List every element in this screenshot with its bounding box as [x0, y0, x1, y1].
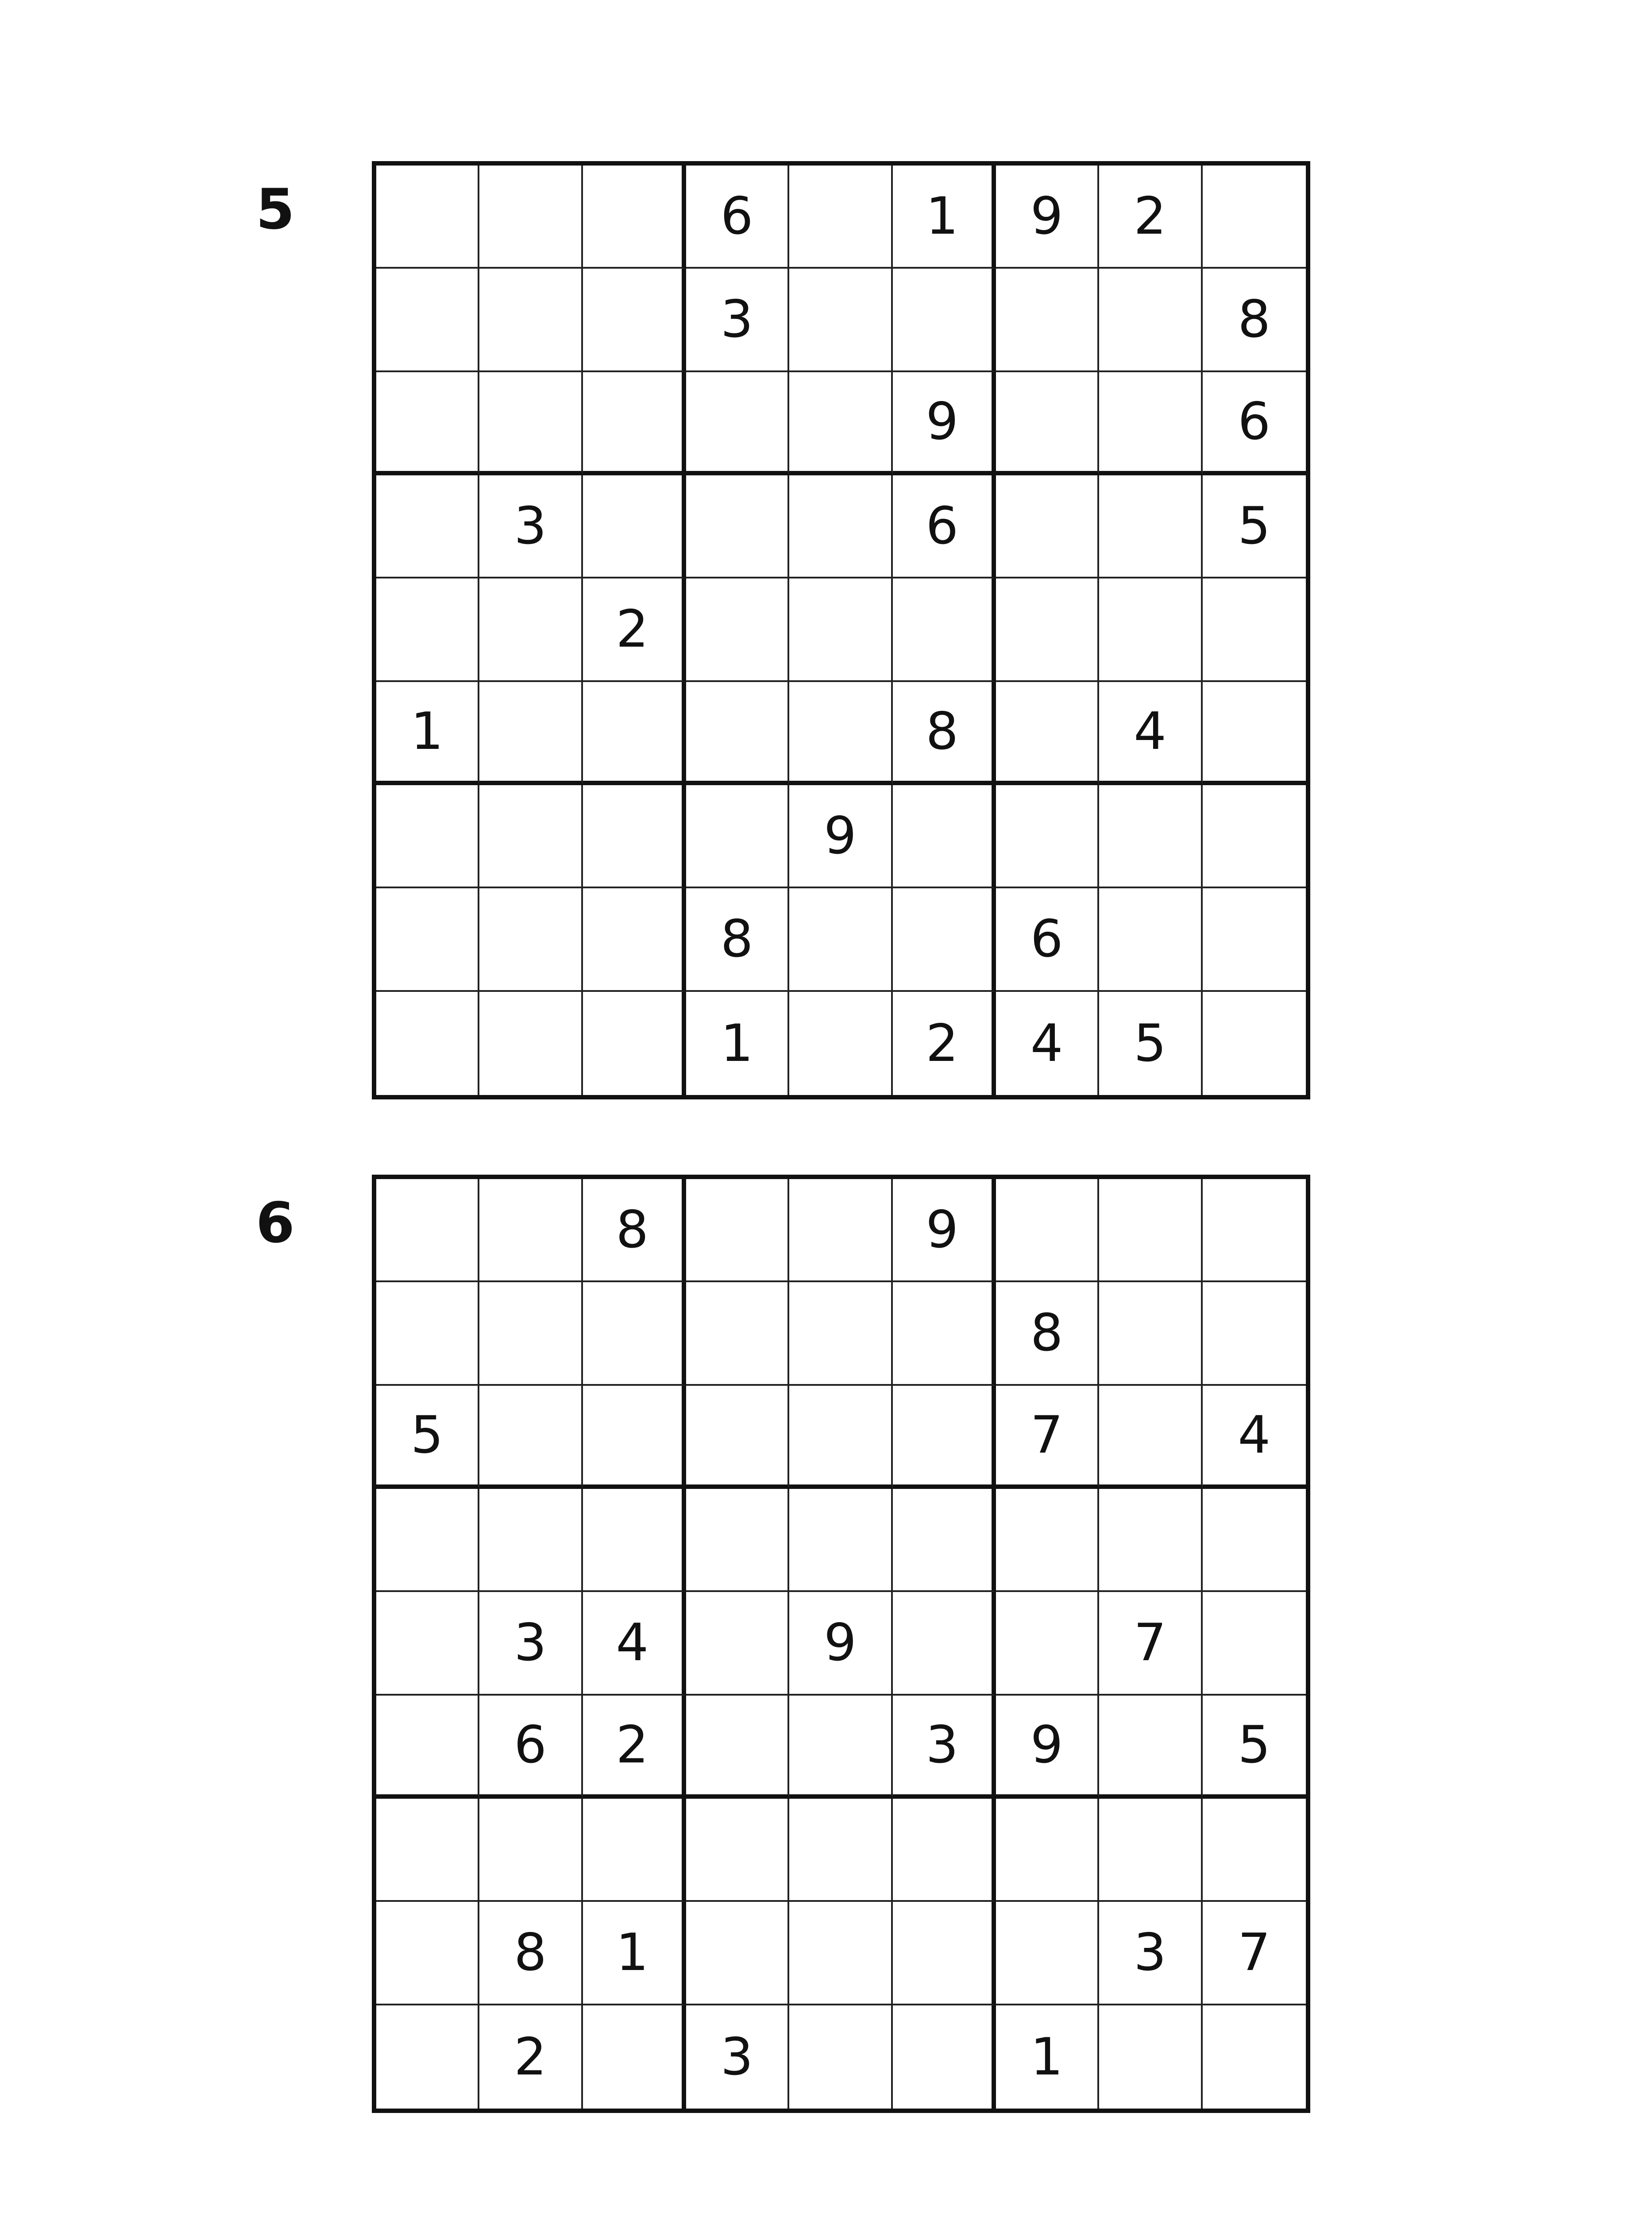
- sudoku-empty-cell[interactable]: [789, 1902, 892, 2005]
- sudoku-given-cell: 7: [996, 1386, 1099, 1489]
- sudoku-given-cell: 6: [686, 166, 789, 269]
- sudoku-empty-cell[interactable]: [686, 1179, 789, 1282]
- sudoku-empty-cell[interactable]: [893, 1799, 996, 1902]
- sudoku-empty-cell[interactable]: [583, 1386, 686, 1489]
- sudoku-given-cell: 8: [996, 1282, 1099, 1385]
- sudoku-given-cell: 2: [1099, 166, 1202, 269]
- sudoku-empty-cell[interactable]: [789, 2005, 892, 2109]
- sudoku-empty-cell[interactable]: [1203, 992, 1306, 1095]
- sudoku-given-cell: 3: [686, 269, 789, 372]
- sudoku-empty-cell[interactable]: [376, 1592, 479, 1695]
- sudoku-empty-cell[interactable]: [996, 1592, 1099, 1695]
- sudoku-empty-cell[interactable]: [376, 1799, 479, 1902]
- sudoku-empty-cell[interactable]: [1099, 1799, 1202, 1902]
- sudoku-given-cell: 2: [583, 1696, 686, 1799]
- sudoku-given-cell: 8: [1203, 269, 1306, 372]
- sudoku-empty-cell[interactable]: [583, 1799, 686, 1902]
- puzzle-number: 6: [256, 1190, 295, 1255]
- sudoku-empty-cell[interactable]: [1203, 1489, 1306, 1592]
- sudoku-empty-cell[interactable]: [893, 1282, 996, 1385]
- sudoku-given-cell: 4: [1203, 1386, 1306, 1489]
- sudoku-empty-cell[interactable]: [376, 1282, 479, 1385]
- sudoku-empty-cell[interactable]: [686, 1282, 789, 1385]
- sudoku-given-cell: 3: [893, 1696, 996, 1799]
- sudoku-given-cell: 1: [996, 2005, 1099, 2109]
- sudoku-given-cell: 4: [996, 992, 1099, 1095]
- sudoku-given-cell: 2: [479, 2005, 583, 2109]
- sudoku-given-cell: 1: [583, 1902, 686, 2005]
- sudoku-given-cell: 7: [1203, 1902, 1306, 2005]
- sudoku-empty-cell[interactable]: [893, 1592, 996, 1695]
- sudoku-empty-cell[interactable]: [1099, 1282, 1202, 1385]
- sudoku-empty-cell[interactable]: [996, 1179, 1099, 1282]
- sudoku-empty-cell[interactable]: [1203, 1592, 1306, 1695]
- sudoku-empty-cell[interactable]: [789, 1799, 892, 1902]
- sudoku-given-cell: 4: [583, 1592, 686, 1695]
- sudoku-empty-cell[interactable]: [893, 1386, 996, 1489]
- sudoku-given-cell: 3: [686, 2005, 789, 2109]
- sudoku-empty-cell[interactable]: [479, 1282, 583, 1385]
- sudoku-given-cell: 2: [893, 992, 996, 1095]
- sudoku-empty-cell[interactable]: [1099, 1489, 1202, 1592]
- sudoku-given-cell: 5: [1203, 1696, 1306, 1799]
- sudoku-given-cell: 9: [893, 372, 996, 475]
- sudoku-empty-cell[interactable]: [1099, 1386, 1202, 1489]
- sudoku-given-cell: 4: [1099, 682, 1202, 785]
- sudoku-empty-cell[interactable]: [1203, 1799, 1306, 1902]
- sudoku-given-cell: 3: [479, 475, 583, 578]
- sudoku-empty-cell[interactable]: [479, 992, 583, 1095]
- sudoku-empty-cell[interactable]: [996, 1799, 1099, 1902]
- sudoku-empty-cell[interactable]: [789, 1179, 892, 1282]
- sudoku-empty-cell[interactable]: [686, 1386, 789, 1489]
- sudoku-empty-cell[interactable]: [893, 1489, 996, 1592]
- sudoku-empty-cell[interactable]: [376, 1489, 479, 1592]
- sudoku-given-cell: 5: [1099, 992, 1202, 1095]
- sudoku-empty-cell[interactable]: [996, 1902, 1099, 2005]
- sudoku-empty-cell[interactable]: [1099, 2005, 1202, 2109]
- sudoku-empty-cell[interactable]: [583, 1489, 686, 1592]
- sudoku-given-cell: 8: [479, 1902, 583, 2005]
- sudoku-given-cell: 9: [996, 166, 1099, 269]
- sudoku-empty-cell[interactable]: [789, 1489, 892, 1592]
- sudoku-empty-cell[interactable]: [1203, 1282, 1306, 1385]
- sudoku-given-cell: 6: [996, 888, 1099, 991]
- sudoku-given-cell: 8: [893, 682, 996, 785]
- sudoku-empty-cell[interactable]: [893, 1902, 996, 2005]
- sudoku-empty-cell[interactable]: [479, 1179, 583, 1282]
- sudoku-given-cell: 9: [893, 1179, 996, 1282]
- sudoku-empty-cell[interactable]: [789, 1696, 892, 1799]
- sudoku-empty-cell[interactable]: [376, 2005, 479, 2109]
- sudoku-empty-cell[interactable]: [1099, 1696, 1202, 1799]
- sudoku-empty-cell[interactable]: [583, 2005, 686, 2109]
- sudoku-given-cell: 1: [686, 992, 789, 1095]
- sudoku-given-cell: 9: [789, 1592, 892, 1695]
- puzzle-number: 5: [256, 177, 295, 242]
- sudoku-empty-cell[interactable]: [376, 992, 479, 1095]
- sudoku-empty-cell[interactable]: [686, 1799, 789, 1902]
- sudoku-given-cell: 6: [479, 1696, 583, 1799]
- sudoku-empty-cell[interactable]: [583, 992, 686, 1095]
- sudoku-empty-cell[interactable]: [583, 1282, 686, 1385]
- sudoku-empty-cell[interactable]: [1203, 2005, 1306, 2109]
- sudoku-given-cell: 1: [893, 166, 996, 269]
- sudoku-given-cell: 8: [686, 888, 789, 991]
- sudoku-given-cell: 2: [583, 578, 686, 682]
- sudoku-given-cell: 9: [789, 785, 892, 888]
- sudoku-given-cell: 6: [893, 475, 996, 578]
- sudoku-given-cell: 9: [996, 1696, 1099, 1799]
- sudoku-empty-cell[interactable]: [996, 1489, 1099, 1592]
- sudoku-given-cell: 5: [376, 1386, 479, 1489]
- sudoku-given-cell: 7: [1099, 1592, 1202, 1695]
- sudoku-empty-cell[interactable]: [376, 1902, 479, 2005]
- sudoku-empty-cell[interactable]: [1099, 1179, 1202, 1282]
- sudoku-grid: [372, 1175, 1310, 2113]
- sudoku-empty-cell[interactable]: [479, 1386, 583, 1489]
- sudoku-empty-cell[interactable]: [789, 1282, 892, 1385]
- sudoku-given-cell: 6: [1203, 372, 1306, 475]
- sudoku-empty-cell[interactable]: [789, 992, 892, 1095]
- sudoku-empty-cell[interactable]: [376, 1696, 479, 1799]
- sudoku-given-cell: 1: [376, 682, 479, 785]
- sudoku-given-cell: 5: [1203, 475, 1306, 578]
- sudoku-empty-cell[interactable]: [376, 1179, 479, 1282]
- sudoku-empty-cell[interactable]: [686, 1902, 789, 2005]
- sudoku-empty-cell[interactable]: [1203, 1179, 1306, 1282]
- sudoku-empty-cell[interactable]: [686, 1592, 789, 1695]
- sudoku-empty-cell[interactable]: [789, 1386, 892, 1489]
- sudoku-given-cell: 3: [479, 1592, 583, 1695]
- sudoku-empty-cell[interactable]: [479, 1489, 583, 1592]
- sudoku-empty-cell[interactable]: [686, 1489, 789, 1592]
- sudoku-given-cell: 8: [583, 1179, 686, 1282]
- sudoku-empty-cell[interactable]: [893, 2005, 996, 2109]
- sudoku-given-cell: 3: [1099, 1902, 1202, 2005]
- sudoku-empty-cell[interactable]: [686, 1696, 789, 1799]
- sudoku-empty-cell[interactable]: [479, 1799, 583, 1902]
